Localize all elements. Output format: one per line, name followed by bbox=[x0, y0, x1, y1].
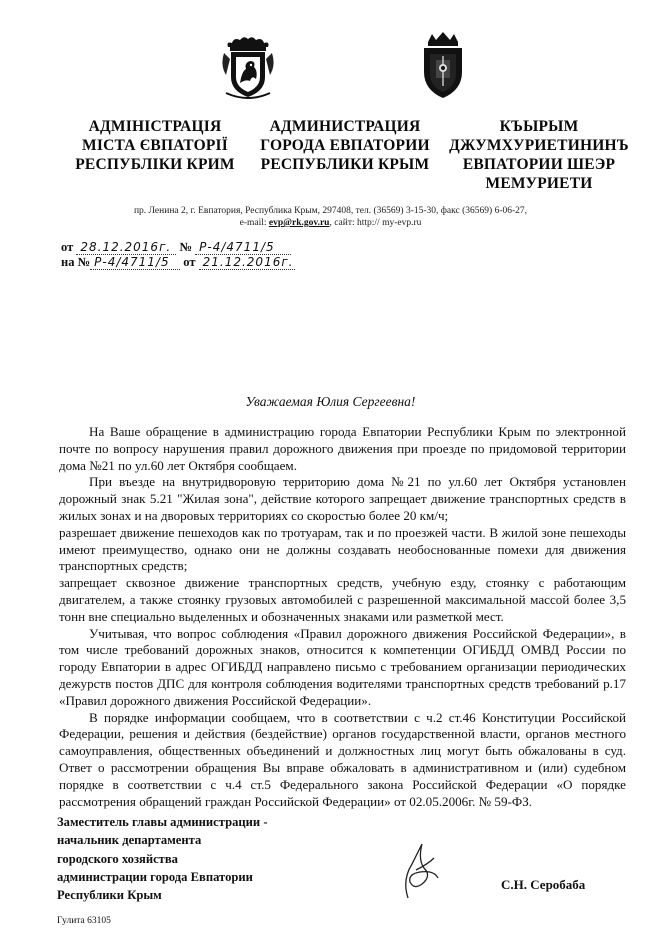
contacts-line-1: пр. Ленина 2, г. Евпатория, Республика Крым, 297408, тел. (36569) 3-15-30, факс (36569) 6-06-27, bbox=[133, 206, 528, 216]
header-ru-line-2: ГОРОДА ЕВПАТОРИИ bbox=[260, 137, 430, 154]
in-from-label: от bbox=[183, 255, 196, 269]
outgoing-date: 28.12.2016г. bbox=[76, 240, 176, 255]
header-ct-line-3: ЕВПАТОРИИ ШЕЭР bbox=[462, 156, 616, 173]
in-number-label: на № bbox=[61, 255, 91, 269]
header-russian bbox=[252, 117, 438, 174]
paragraph-3: разрешает движение пешеходов как по тротуарам, так и по проезжей части. В жилой зоне пешеходы имеют преимущество, однако они не должны создавать необоснованные помехи для движения транспортных средств; bbox=[59, 524, 626, 574]
email-link[interactable]: evp@rk.gov.ru bbox=[268, 218, 330, 228]
signatory-line-4: администрации города Евпатории bbox=[57, 869, 253, 884]
site-text: , сайт: http:// my-evp.ru bbox=[329, 218, 422, 228]
incoming-number: Р-4/4711/5 bbox=[90, 255, 180, 270]
paragraph-4: запрещает сквозное движение транспортных средств, учебную езду, стоянку с работающим двигателем, а также стоянку грузовых автомобилей с разрешенной максимальной массой более 3,5 тонн вне специально выделенных и обозначенных знаками или разметкой мест. bbox=[59, 575, 626, 624]
header-ct-line-4: МЕМУРИЕТИ bbox=[485, 175, 593, 192]
signatory-name: С.Н. Серобаба bbox=[501, 877, 586, 892]
header-ct-line-2: ДЖУМХУРИЕТИНИНЪ bbox=[449, 137, 629, 154]
greeting: Уважаемая Юлия Сергеевна! bbox=[245, 394, 416, 409]
incoming-date: 21.12.2016г. bbox=[199, 255, 295, 270]
header-ru-line-1: АДМИНИСТРАЦИЯ bbox=[269, 118, 421, 135]
registration-incoming bbox=[61, 255, 295, 270]
signatory-line-1: Заместитель главы администрации - bbox=[57, 815, 268, 829]
header-crimean-tatar bbox=[440, 117, 638, 193]
yevpatoria-coat-of-arms-icon bbox=[418, 32, 468, 100]
letter-body bbox=[59, 424, 626, 810]
signatory-line-3: городского хозяйства bbox=[57, 851, 178, 866]
paragraph-2: При въезде на внутридворовую территорию дома №21 по ул.60 лет Октября установлен дорожный знак 5.21 "Жилая зона", действие которого запрещает движение транспортных средств в жилых зонах и на дворовых территориях со скоростью более 20 км/ч; bbox=[59, 474, 626, 523]
header-ua-line-3: РЕСПУБЛІКИ КРИМ bbox=[75, 156, 235, 173]
header-ua-line-1: АДМІНІСТРАЦІЯ bbox=[88, 118, 222, 135]
outgoing-number: Р-4/4711/5 bbox=[195, 240, 291, 255]
number-label: № bbox=[179, 240, 193, 254]
header-ua-line-2: МІСТА ЄВПАТОРІЇ bbox=[82, 137, 228, 154]
paragraph-1: На Ваше обращение в администрацию города Евпатории Республики Крым по электронной почте по вопросу нарушения правил дорожного движения при проезде по придомовой территории дома №21 по ул.60 лет Октября сообщаем. bbox=[59, 424, 626, 473]
handwritten-signature bbox=[388, 840, 448, 902]
from-label: от bbox=[61, 240, 74, 254]
paragraph-6: В порядке информации сообщаем, что в соответствии с ч.2 ст.46 Конституции Российской Федерации, решения и действия (бездействие) органов государственной власти, органов местного самоуправления, общественных объединений и должностных лиц могут быть обжалованы в суд. Ответ о рассмотрении обращения Вы вправе обжаловать в административном и (или) судебном порядке в соответствии с ч.4 ст.5 Федерального закона Российской Федерации «О порядке рассмотрения обращений граждан Российской Федерации» от 02.05.2006г. № 59-ФЗ. bbox=[59, 709, 626, 809]
paragraph-5: Учитывая, что вопрос соблюдения «Правил дорожного движения Российской Федерации», в том числе требований дорожных знаков, относится к компетенции ОГИБДД ОМВД России по городу Евпатории в адрес ОГИБДД направлено письмо с требованием организации периодических дежурств постов ДПС для контроля соблюдения водителями транспортных средств требований р.17 «Правил дорожного движения Российской Федерации». bbox=[59, 625, 626, 708]
header-ct-line-1: КЪЫРЫМ bbox=[499, 118, 579, 135]
signatory-line-5: Республики Крым bbox=[57, 888, 162, 903]
executor-note: Гулита 63105 bbox=[57, 916, 111, 926]
contacts-line-2 bbox=[0, 217, 661, 229]
header-ukrainian bbox=[63, 117, 247, 174]
signatory-title bbox=[57, 813, 268, 904]
header-ru-line-3: РЕСПУБЛИКИ КРЫМ bbox=[260, 156, 430, 173]
signatory-line-2: начальник департамента bbox=[57, 833, 202, 848]
email-label: e-mail: bbox=[239, 218, 267, 228]
registration-outgoing bbox=[61, 240, 291, 255]
crimea-coat-of-arms-icon bbox=[222, 35, 274, 101]
